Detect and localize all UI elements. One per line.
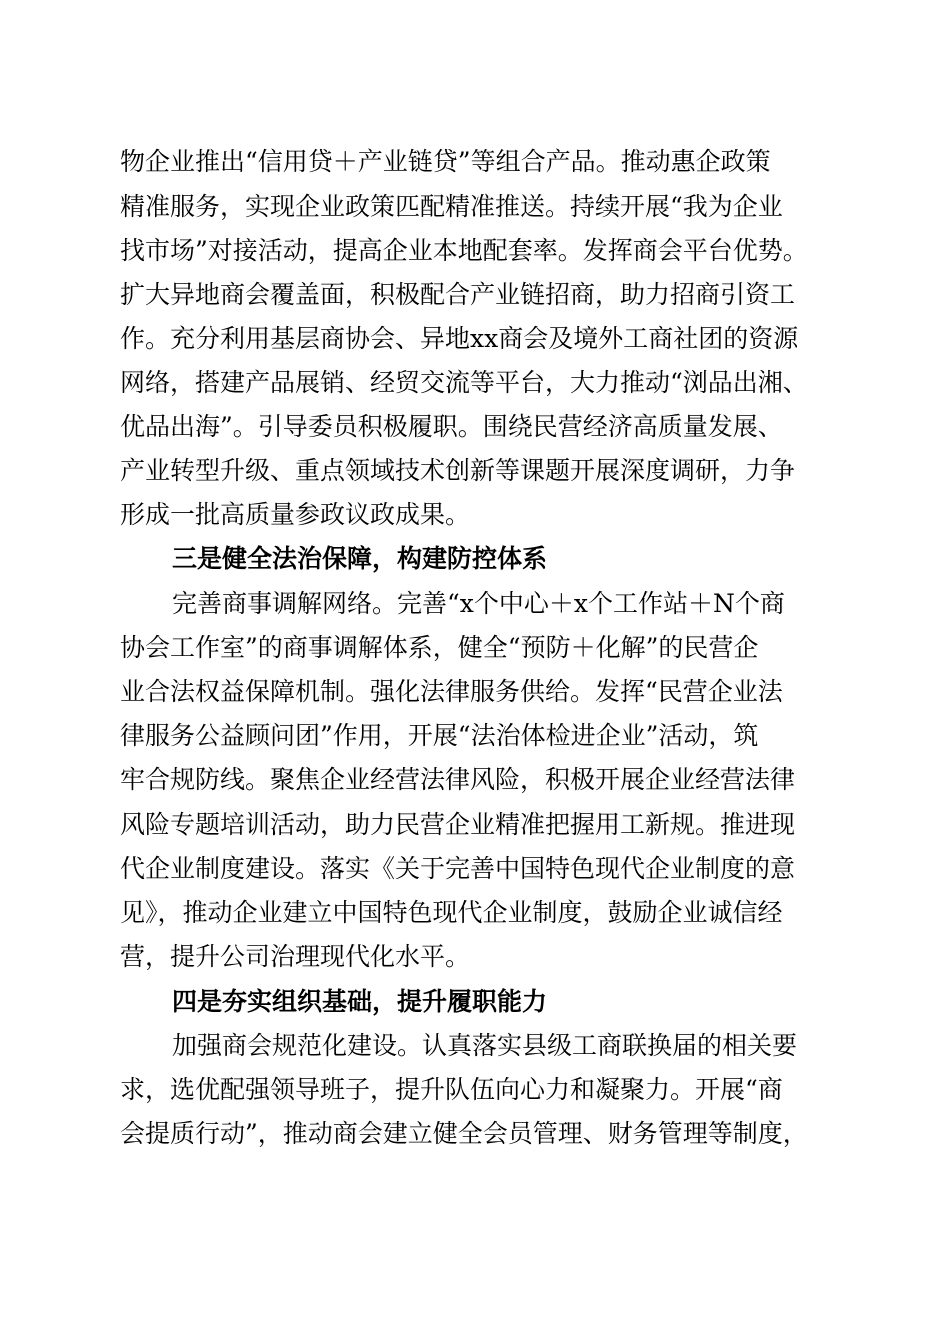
text-line: 营，提升公司治理现代化水平。: [120, 942, 471, 971]
text-line: 作。充分利用基层商协会、异地xx商会及境外工商社团的资源: [120, 324, 799, 353]
text-line: 精准服务，实现企业政策匹配精准推送。持续开展“我为企业: [120, 192, 783, 221]
text-line: 律服务公益顾问团”作用，开展“法治体检进企业”活动，筑: [120, 721, 759, 750]
section-heading: 三是健全法治保障，构建防控体系: [172, 544, 548, 573]
text-line: 扩大异地商会覆盖面，积极配合产业链招商，助力招商引资工: [120, 280, 796, 309]
text-line: 代企业制度建设。落实《关于完善中国特色现代企业制度的意: [120, 854, 796, 883]
text-line: 完善商事调解网络。完善“x个中心＋x个工作站＋N个商: [172, 589, 785, 618]
text-line: 协会工作室”的商事调解体系，健全“预防＋化解”的民营企: [120, 633, 759, 662]
text-line: 求，选优配强领导班子，提升队伍向心力和凝聚力。开展“商: [120, 1075, 783, 1104]
text-line: 会提质行动”，推动商会建立健全会员管理、财务管理等制度，: [120, 1119, 808, 1148]
text-line: 牢合规防线。聚焦企业经营法律风险，积极开展企业经营法律: [120, 765, 796, 794]
section-heading: 四是夯实组织基础，提升履职能力: [172, 987, 548, 1016]
text-line: 风险专题培训活动，助力民营企业精准把握用工新规。推进现: [120, 810, 796, 839]
text-line: 物企业推出“信用贷＋产业链贷”等组合产品。推动惠企政策: [120, 147, 771, 176]
text-line: 加强商会规范化建设。认真落实县级工商联换届的相关要: [172, 1031, 798, 1060]
text-line: 业合法权益保障机制。强化法律服务供给。发挥“民营企业法: [120, 677, 783, 706]
text-line: 见》，推动企业建立中国特色现代企业制度，鼓励企业诚信经: [120, 898, 783, 927]
text-line: 形成一批高质量参政议政成果。: [120, 500, 471, 529]
text-line: 找市场”对接活动，提高企业本地配套率。发挥商会平台优势。: [120, 236, 808, 265]
text-line: 优品出海”。引导委员积极履职。围绕民营经济高质量发展、: [120, 412, 783, 441]
text-line: 网络，搭建产品展销、经贸交流等平台，大力推动“浏品出湘、: [120, 368, 808, 397]
text-line: 产业转型升级、重点领域技术创新等课题开展深度调研，力争: [120, 456, 796, 485]
